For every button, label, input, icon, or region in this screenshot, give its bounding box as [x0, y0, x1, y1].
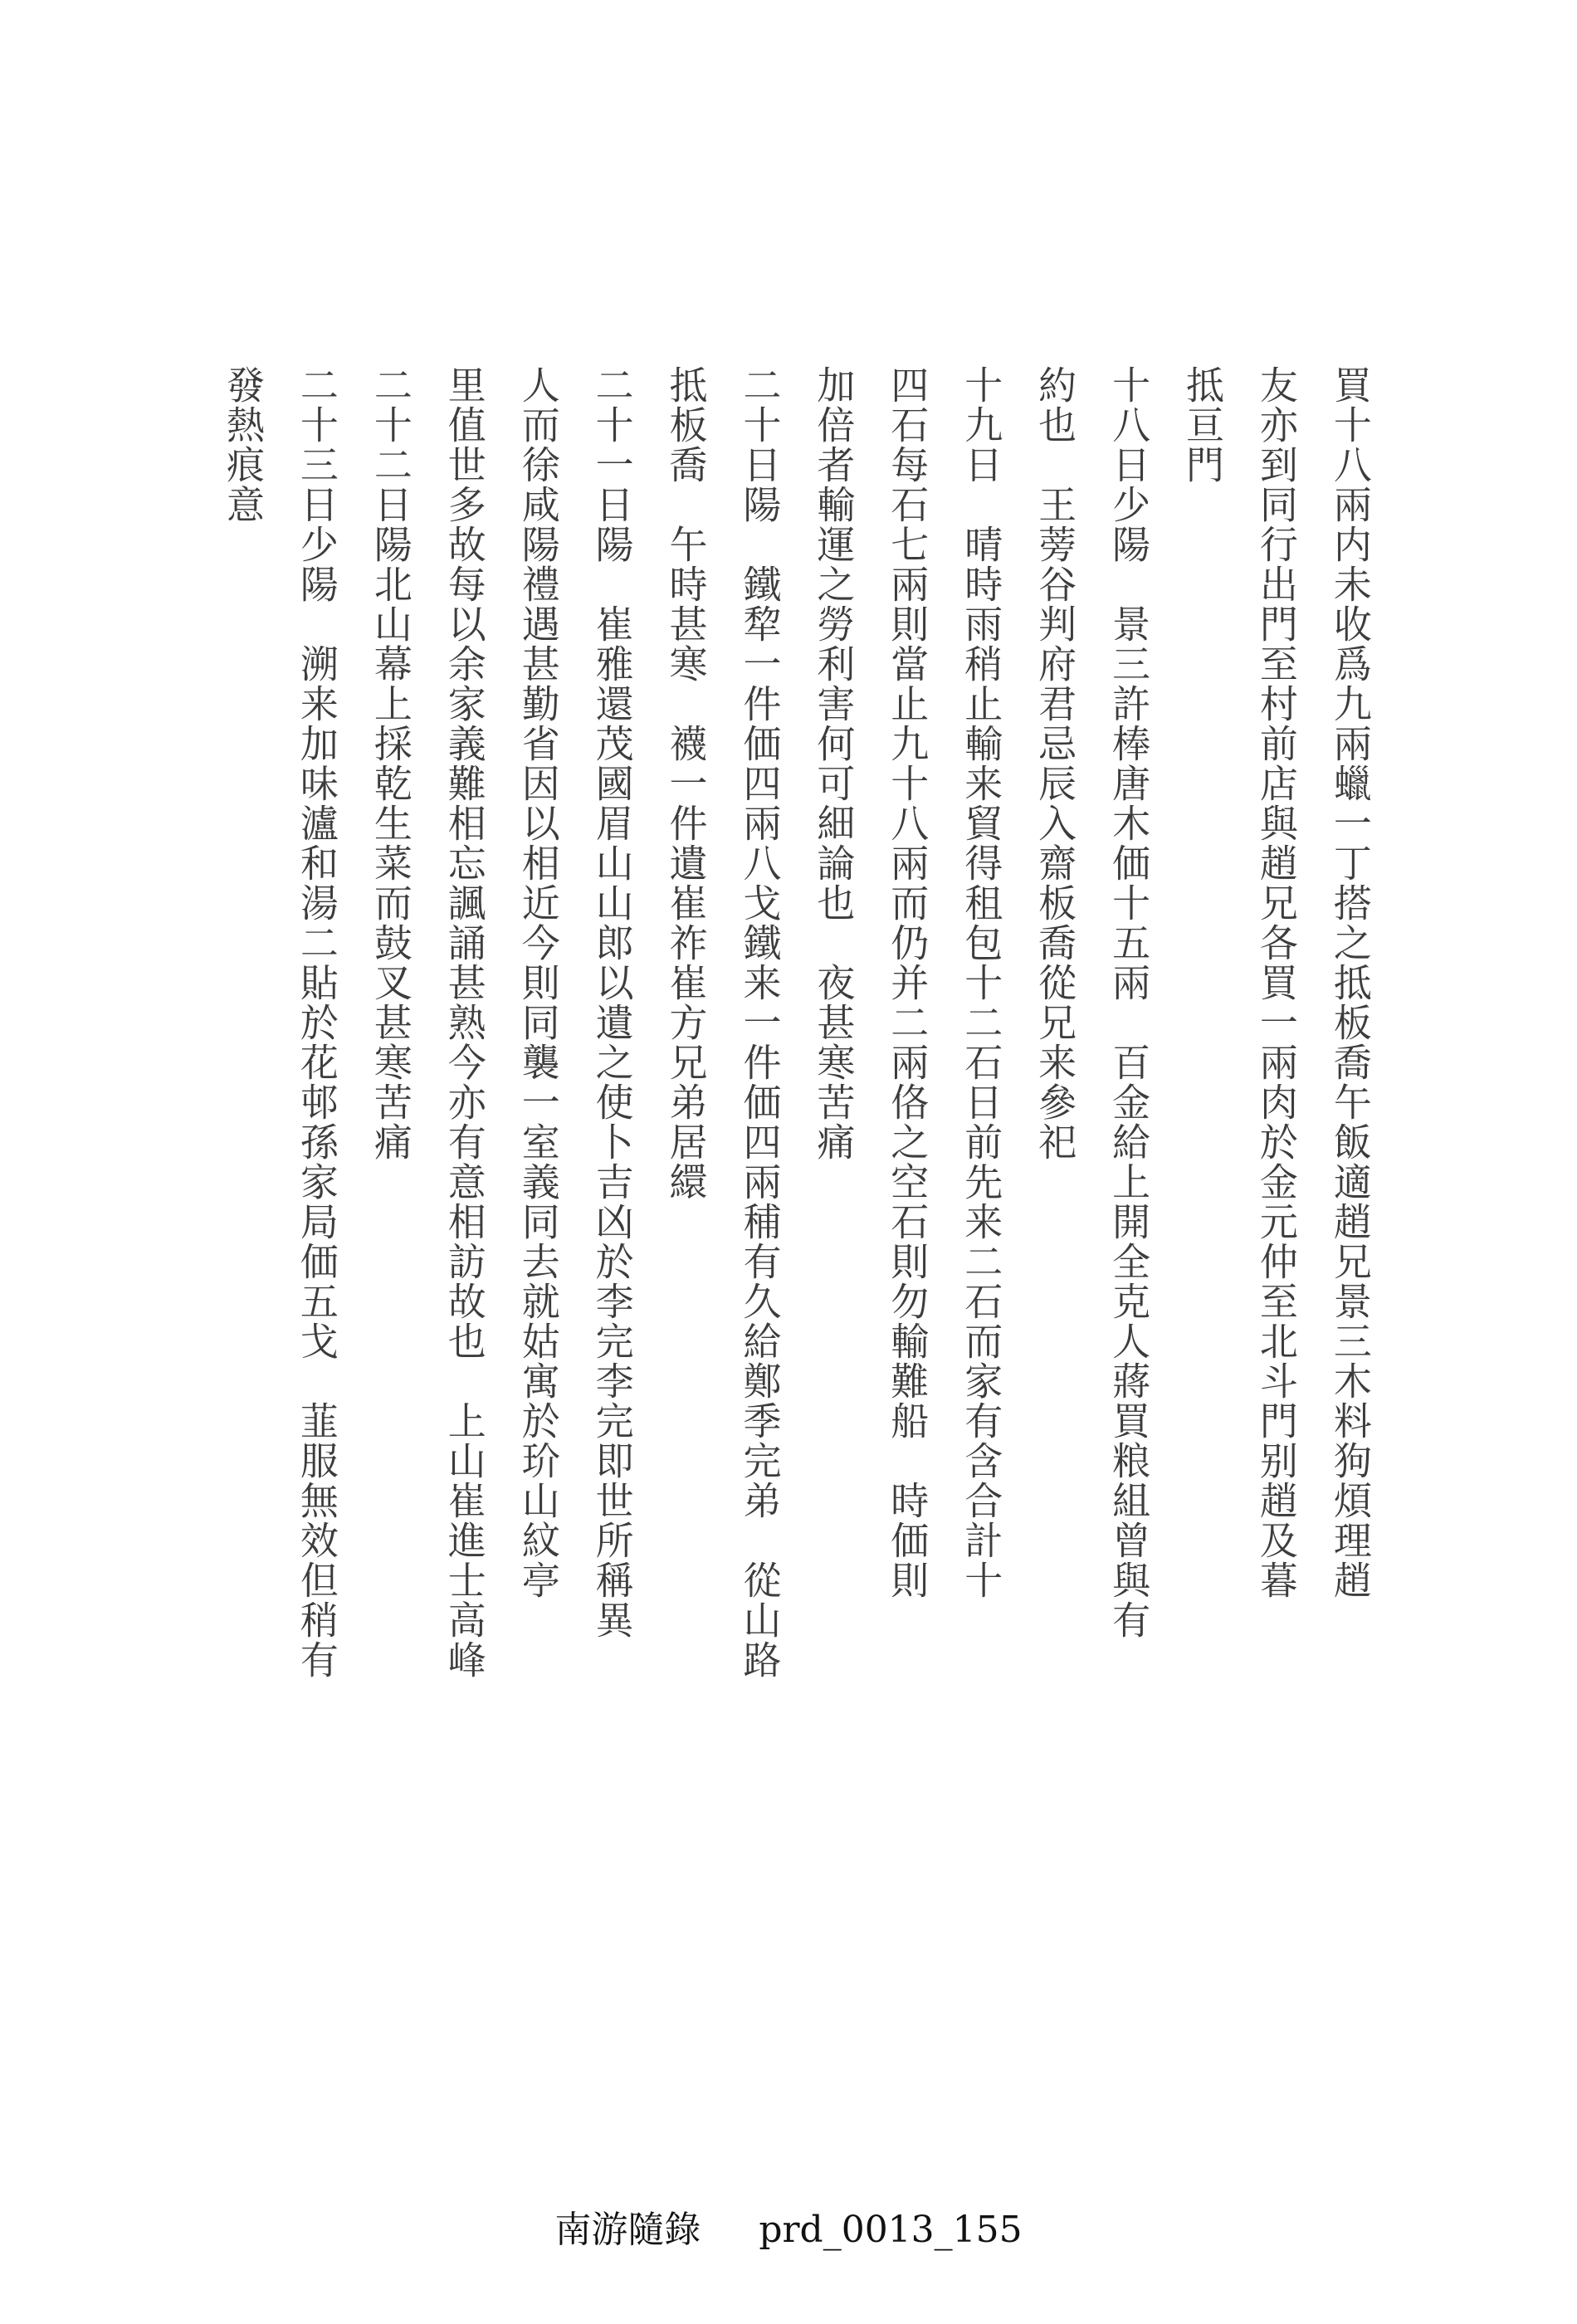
text-column-13: 里值世多故每以余家義難相忘諷誦甚熟今亦有意相訪故也 上山崔進士高峰	[442, 365, 487, 1680]
text-column-3: 抵亘門	[1179, 365, 1225, 485]
page-code: prd_0013_155	[759, 2209, 1023, 2251]
text-column-14: 二十二日陽北山幕上採乾生菜而鼓叉甚寒苦痛	[368, 365, 413, 1162]
text-column-7: 四石每石七兩則當止九十八兩而仍并二兩佫之空石則勿輸難船 時価則	[885, 365, 930, 1600]
text-column-15: 二十三日少陽 溯来加味瀘和湯二貼於花邨孫家局価五戈 韮服無效但稍有	[294, 365, 339, 1680]
text-column-5: 約也 王蒡谷判府君忌辰入齋板喬從兄来參祀	[1033, 365, 1078, 1162]
text-column-8: 加倍者輸運之勞利害何可細論也 夜甚寒苦痛	[811, 365, 857, 1162]
text-column-16: 發熱痕意	[221, 365, 266, 525]
manuscript-text-block	[221, 365, 1373, 2092]
text-column-1: 買十八兩内未收爲九兩蠟一丁搭之抵板喬午飯適趙兄景三木料狗煩理趙	[1327, 365, 1373, 1600]
page-footer	[0, 2200, 1577, 2253]
text-column-6: 十九日 晴時雨稍止輸来貿得租包十二石日前先来二石而家有含合計十	[959, 365, 1004, 1600]
text-column-11: 二十一日陽 崔雅還茂國眉山山郎以遺之使卜吉凶於李完李完即世所稱異	[589, 365, 635, 1640]
text-column-2: 友亦到同行出門至村前店與趙兄各買一兩肉於金元仲至北斗門别趙及暮	[1253, 365, 1299, 1600]
text-column-9: 二十日陽 鐵犂一件価四兩八戈鐵来一件価四兩秿有久給鄭季完弟 從山路	[737, 365, 783, 1680]
text-column-10: 抵板喬 午時甚寒 襪一件遺崔祚崔方兄弟居繯	[663, 365, 709, 1202]
text-column-12: 人而徐咸陽禮遇甚勤省因以相近今則同襲一室義同去就姑寓於玠山紋亭	[515, 365, 561, 1600]
text-column-4: 十八日少陽 景三許棒唐木価十五兩 百金給上開全克人蔣買粮組曾與有	[1106, 365, 1152, 1640]
book-title: 南游隨錄	[554, 2209, 701, 2251]
